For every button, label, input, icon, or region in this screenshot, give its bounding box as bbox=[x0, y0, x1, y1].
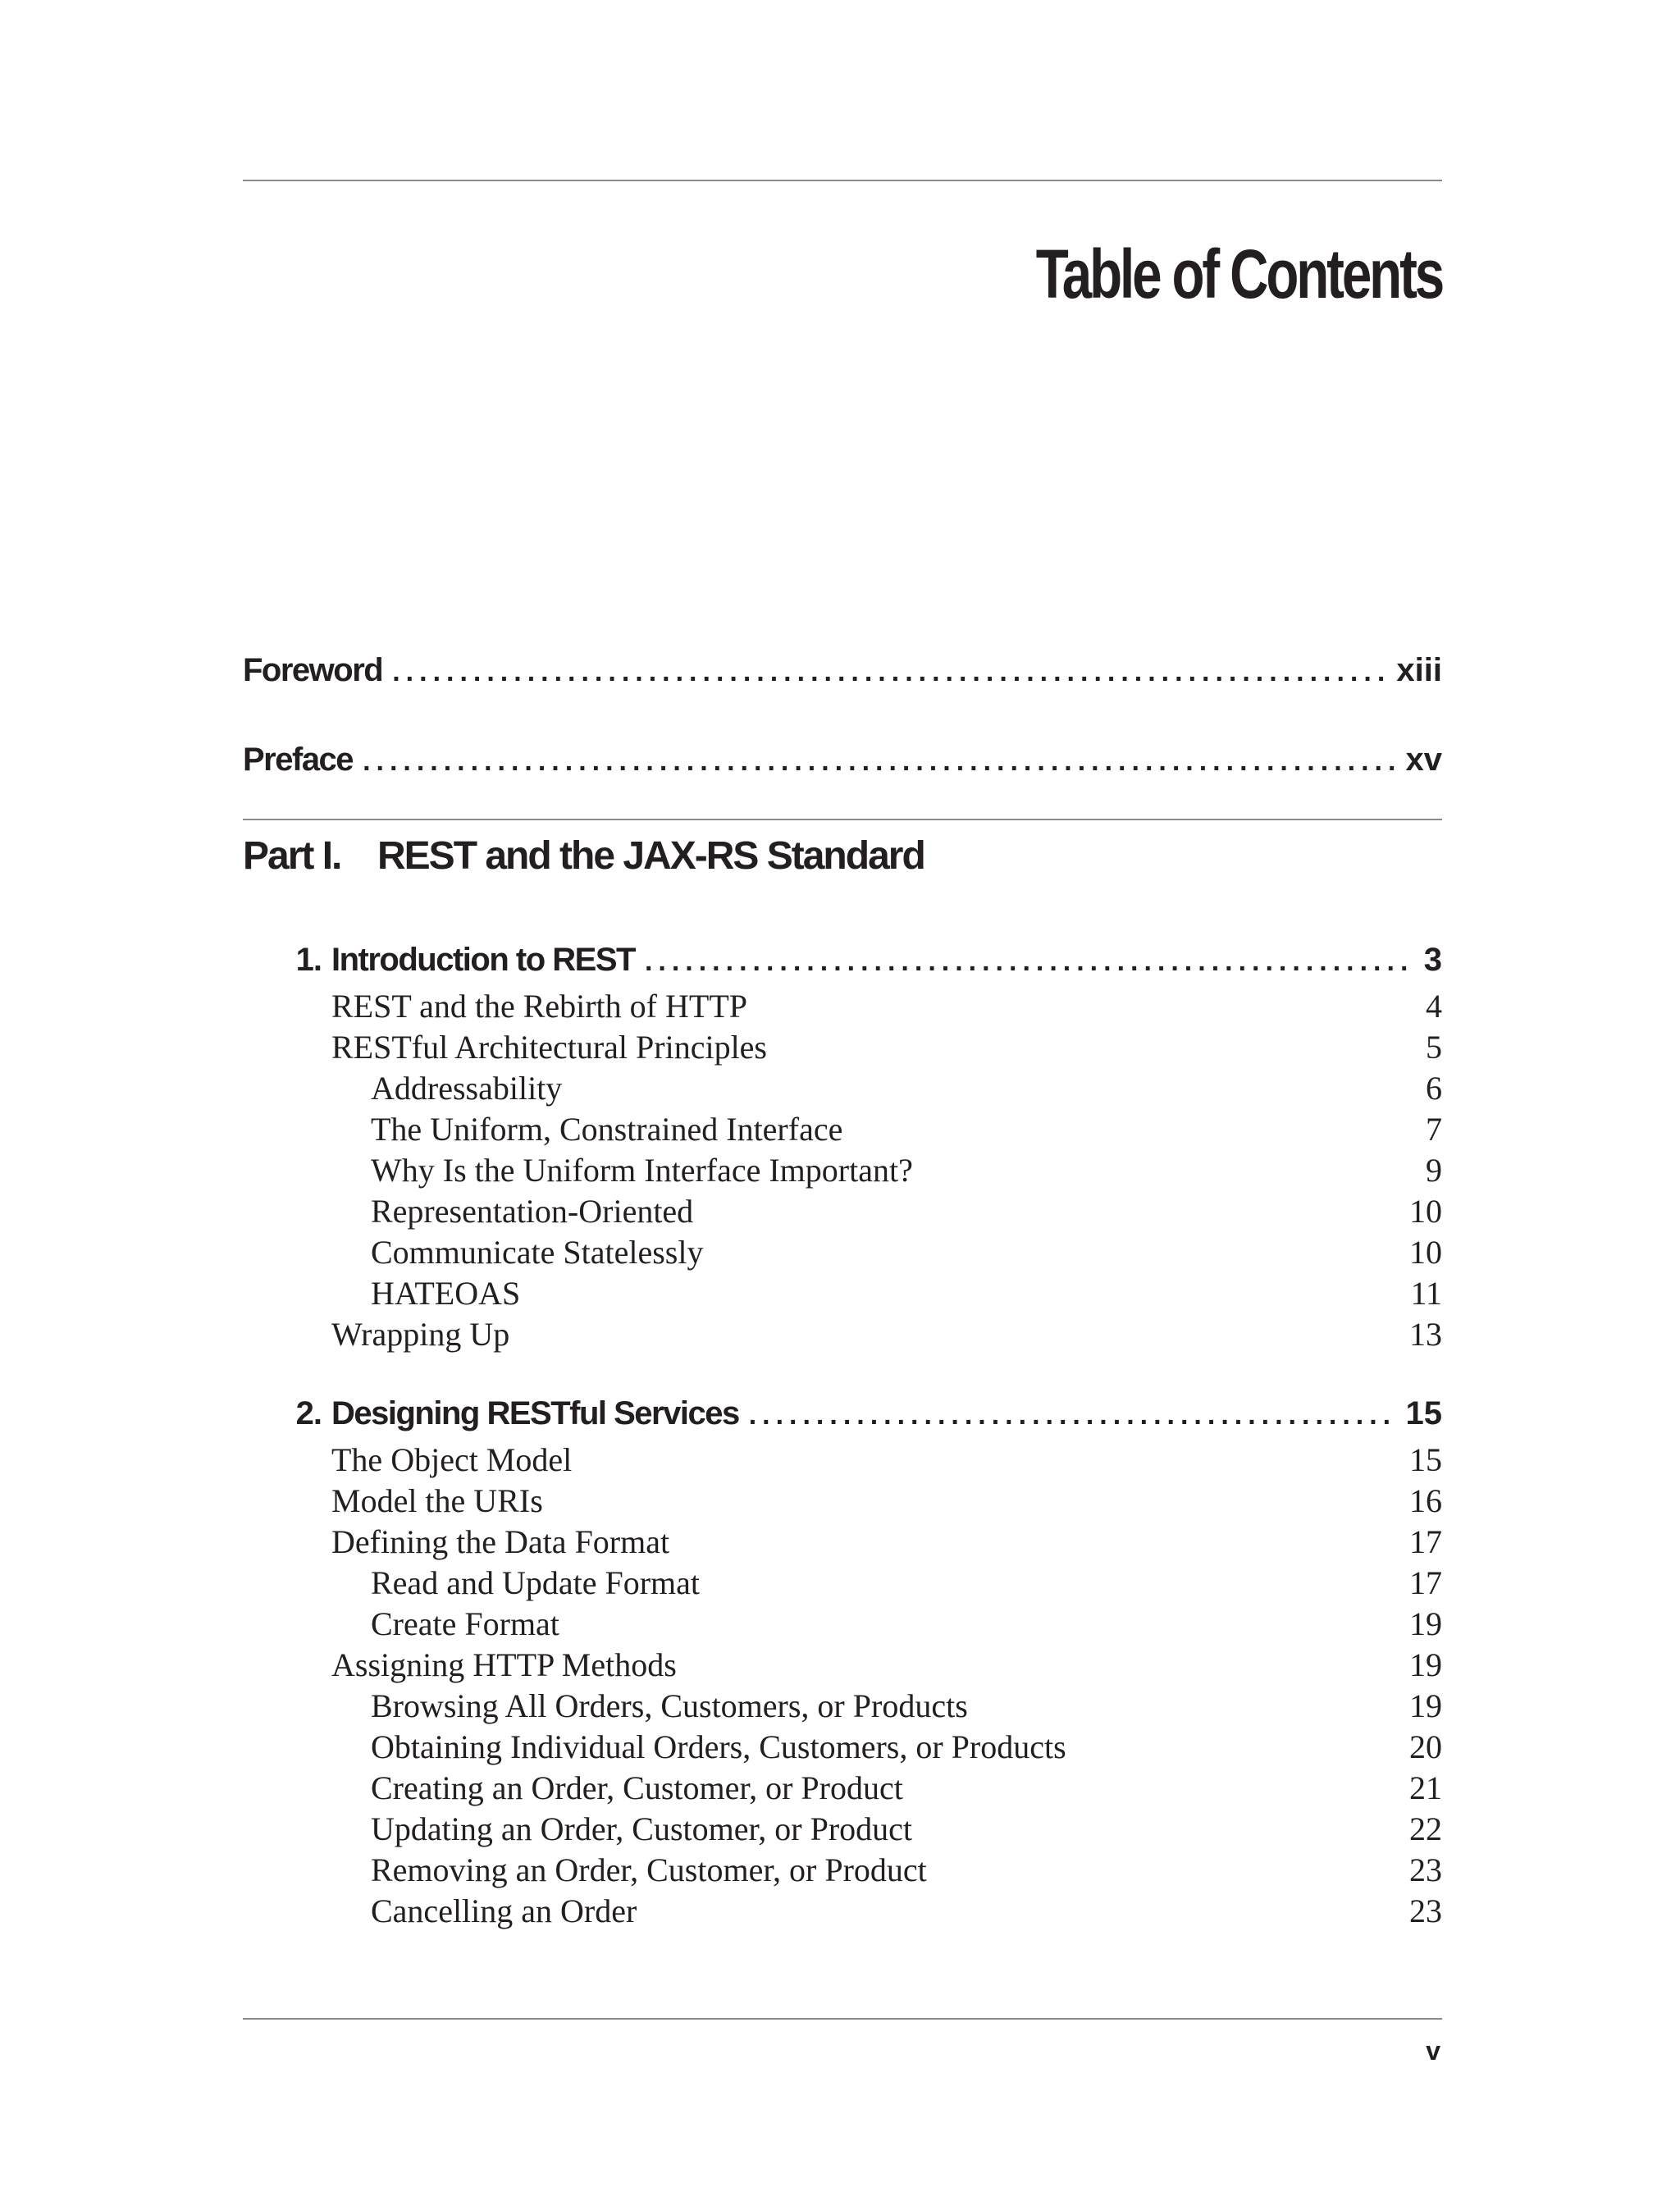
section-title: Updating an Order, Customer, or Product bbox=[371, 1810, 912, 1847]
section-title: The Uniform, Constrained Interface bbox=[371, 1111, 843, 1148]
section-page: 10 bbox=[1409, 1234, 1442, 1271]
toc-section-entry[interactable] bbox=[243, 1027, 1442, 1068]
section-title: Cancelling an Order bbox=[371, 1892, 637, 1929]
section-title: HATEOAS bbox=[371, 1275, 521, 1312]
section-title: Removing an Order, Customer, or Product bbox=[371, 1851, 927, 1888]
section-title: Wrapping Up bbox=[331, 1316, 510, 1353]
toc-section-entry[interactable] bbox=[243, 1891, 1442, 1932]
toc-section-entry[interactable] bbox=[243, 1068, 1442, 1109]
section-title: Addressability bbox=[371, 1070, 563, 1107]
dot-leader bbox=[392, 658, 1385, 686]
section-page: 16 bbox=[1409, 1482, 1442, 1519]
section-title: Model the URIs bbox=[331, 1482, 543, 1519]
section-page: 19 bbox=[1409, 1646, 1442, 1683]
toc-section-entry[interactable] bbox=[243, 1191, 1442, 1232]
toc-section-entry[interactable] bbox=[243, 1440, 1442, 1481]
toc-entry-label: Foreword bbox=[243, 652, 383, 688]
chapter-2 bbox=[243, 1397, 1442, 1932]
toc-entry-page: xiii bbox=[1396, 652, 1442, 688]
toc-section-entry[interactable] bbox=[243, 1109, 1442, 1150]
chapter-heading[interactable] bbox=[243, 1397, 1442, 1440]
section-list bbox=[243, 986, 1442, 1355]
section-title: The Object Model bbox=[331, 1441, 573, 1478]
section-page: 17 bbox=[1409, 1523, 1442, 1560]
toc-section-entry[interactable] bbox=[243, 1604, 1442, 1645]
section-page: 22 bbox=[1409, 1810, 1442, 1847]
toc-entry-label: Preface bbox=[243, 742, 354, 778]
toc-section-entry[interactable] bbox=[243, 1314, 1442, 1355]
toc-section-entry[interactable] bbox=[243, 1150, 1442, 1191]
section-page: 17 bbox=[1409, 1564, 1442, 1601]
section-page: 7 bbox=[1426, 1111, 1442, 1148]
section-page: 19 bbox=[1409, 1687, 1442, 1724]
toc-entry-preface[interactable] bbox=[243, 743, 1442, 776]
section-title: Communicate Statelessly bbox=[371, 1234, 704, 1271]
toc-section-entry[interactable] bbox=[243, 1809, 1442, 1850]
section-page: 5 bbox=[1426, 1029, 1442, 1066]
section-title: Browsing All Orders, Customers, or Products bbox=[371, 1687, 968, 1724]
part-divider-rule bbox=[243, 819, 1442, 820]
toc-section-entry[interactable] bbox=[243, 1232, 1442, 1273]
toc-entry-page: xv bbox=[1405, 742, 1442, 778]
dot-leader bbox=[645, 947, 1413, 975]
toc-entry-foreword[interactable] bbox=[243, 654, 1442, 687]
chapter-page: 15 bbox=[1405, 1395, 1442, 1431]
chapter-title: Designing RESTful Services bbox=[331, 1395, 739, 1431]
toc-section-entry[interactable] bbox=[243, 1563, 1442, 1604]
dot-leader bbox=[749, 1401, 1395, 1429]
section-title: Why Is the Uniform Interface Important? bbox=[371, 1152, 913, 1189]
chapter-page: 3 bbox=[1423, 942, 1442, 978]
section-page: 6 bbox=[1426, 1070, 1442, 1107]
section-page: 4 bbox=[1426, 988, 1442, 1025]
chapter-title: Introduction to REST bbox=[331, 942, 635, 978]
page-title: Table of Contents bbox=[1035, 235, 1442, 313]
section-page: 15 bbox=[1409, 1441, 1442, 1478]
section-page: 20 bbox=[1409, 1728, 1442, 1765]
section-title: Representation-Oriented bbox=[371, 1193, 694, 1230]
part-number: Part I. bbox=[243, 834, 341, 878]
section-page: 23 bbox=[1409, 1851, 1442, 1888]
footer-rule bbox=[243, 2018, 1442, 2020]
toc-section-entry[interactable] bbox=[243, 1686, 1442, 1727]
section-title: Create Format bbox=[371, 1605, 559, 1642]
section-page: 11 bbox=[1410, 1275, 1442, 1312]
section-page: 19 bbox=[1409, 1605, 1442, 1642]
chapter-number: 1. bbox=[295, 942, 322, 978]
section-title: Creating an Order, Customer, or Product bbox=[371, 1769, 903, 1806]
section-page: 10 bbox=[1409, 1193, 1442, 1230]
section-title: Defining the Data Format bbox=[331, 1523, 670, 1560]
section-title: Read and Update Format bbox=[371, 1564, 700, 1601]
chapter-1 bbox=[243, 943, 1442, 1355]
toc-section-entry[interactable] bbox=[243, 1850, 1442, 1891]
section-page: 23 bbox=[1409, 1892, 1442, 1929]
section-list bbox=[243, 1440, 1442, 1932]
toc-section-entry[interactable] bbox=[243, 1273, 1442, 1314]
section-page: 21 bbox=[1409, 1769, 1442, 1806]
section-page: 9 bbox=[1426, 1152, 1442, 1189]
part-heading bbox=[243, 834, 924, 878]
page-number: v bbox=[1426, 2036, 1440, 2066]
section-title: Obtaining Individual Orders, Customers, or Products bbox=[371, 1728, 1066, 1765]
toc-section-entry[interactable] bbox=[243, 1768, 1442, 1809]
toc-section-entry[interactable] bbox=[243, 1481, 1442, 1522]
section-title: RESTful Architectural Principles bbox=[331, 1029, 767, 1066]
top-rule bbox=[243, 180, 1442, 181]
section-title: REST and the Rebirth of HTTP bbox=[331, 988, 747, 1025]
toc-section-entry[interactable] bbox=[243, 986, 1442, 1027]
section-page: 13 bbox=[1409, 1316, 1442, 1353]
section-title: Assigning HTTP Methods bbox=[331, 1646, 677, 1683]
chapter-heading[interactable] bbox=[243, 943, 1442, 986]
toc-section-entry[interactable] bbox=[243, 1645, 1442, 1686]
dot-leader bbox=[363, 747, 1394, 775]
part-title: REST and the JAX-RS Standard bbox=[377, 834, 924, 878]
toc-section-entry[interactable] bbox=[243, 1727, 1442, 1768]
toc-section-entry[interactable] bbox=[243, 1522, 1442, 1563]
chapter-number: 2. bbox=[295, 1395, 322, 1431]
